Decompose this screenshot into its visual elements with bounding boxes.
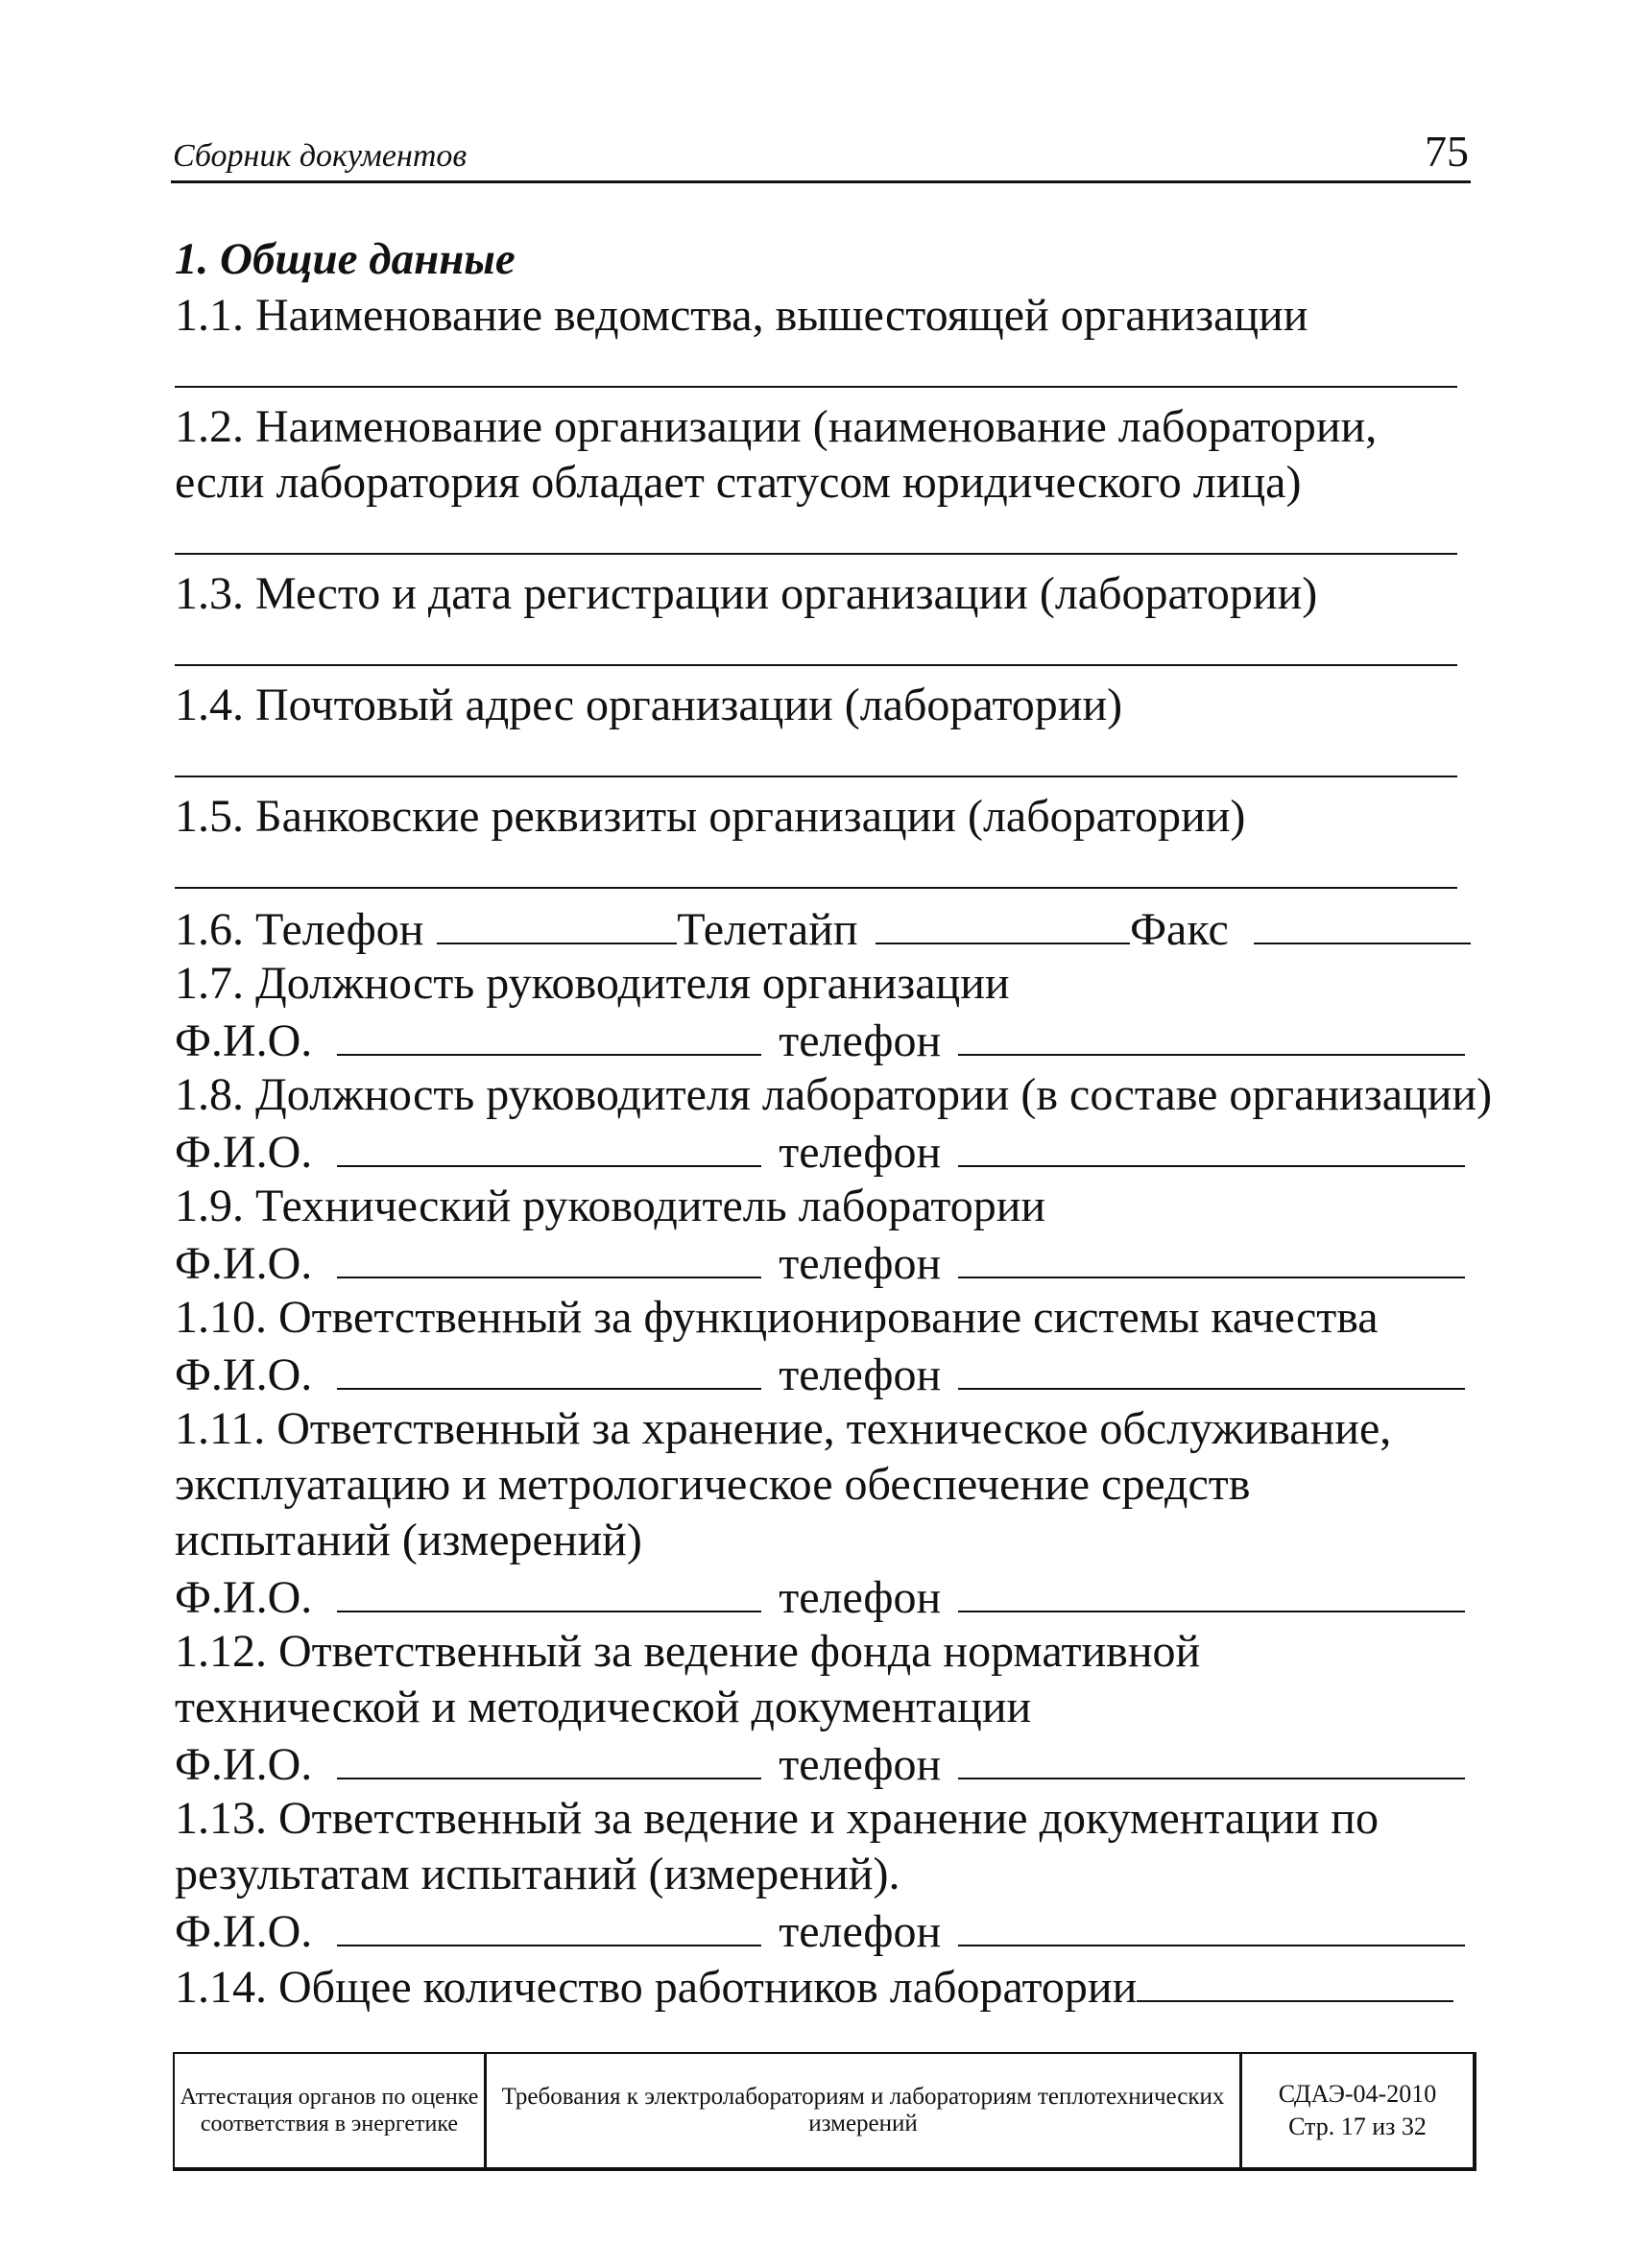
item-1-13-line1: 1.13. Ответственный за ведение и хранение документации по <box>175 1793 1379 1844</box>
phone-field[interactable] <box>437 900 677 944</box>
footer-page-count: Стр. 17 из 32 <box>1288 2113 1427 2140</box>
section-title: 1. Общие данные <box>175 234 516 284</box>
phone-label: телефон <box>779 1238 942 1289</box>
item-1-9: 1.9. Технический руководитель лаборатории <box>175 1181 1046 1231</box>
phone-field[interactable] <box>958 1123 1465 1167</box>
fio-row <box>175 1123 1471 1179</box>
fio-field[interactable] <box>337 1346 761 1390</box>
phone-label: 1.6. Телефон <box>175 904 424 955</box>
fio-label: Ф.И.О. <box>175 1572 313 1623</box>
staff-count-label: 1.14. Общее количество работников лаборатории <box>175 1962 1138 2013</box>
item-1-12-line2: технической и методической документации <box>175 1682 1032 1732</box>
item-1-2-line1: 1.2. Наименование организации (наименование лаборатории, <box>175 401 1378 452</box>
item-1-10: 1.10. Ответственный за функционирование системы качества <box>175 1292 1379 1343</box>
item-1-1: 1.1. Наименование ведомства, вышестоящей организации <box>175 290 1308 341</box>
fio-row <box>175 1346 1471 1401</box>
fio-label: Ф.И.О. <box>175 1739 313 1790</box>
fax-field[interactable] <box>1254 900 1471 944</box>
item-1-12-line1: 1.12. Ответственный за ведение фонда нормативной <box>175 1626 1201 1677</box>
phone-field[interactable] <box>958 1902 1465 1946</box>
form-content <box>175 230 1493 2014</box>
fio-row <box>175 1902 1471 1958</box>
fax-label: Факс <box>1130 904 1229 955</box>
item-1-3: 1.3. Место и дата регистрации организации (лаборатории) <box>175 568 1318 619</box>
phone-field[interactable] <box>958 1346 1465 1390</box>
blank-field-1-2[interactable] <box>175 553 1457 555</box>
item-1-4: 1.4. Почтовый адрес организации (лаборатории) <box>175 680 1123 730</box>
page-number: 75 <box>1425 127 1469 176</box>
fio-label: Ф.И.О. <box>175 1906 313 1957</box>
footer-document-title: Требования к электролабораториям и лабораториям теплотехнических измерений <box>487 2054 1242 2167</box>
fio-row <box>175 1234 1471 1290</box>
item-1-8: 1.8. Должность руководителя лаборатории (в составе организации) <box>175 1069 1493 1120</box>
fio-field[interactable] <box>337 1012 761 1056</box>
item-1-11-line3: испытаний (измерений) <box>175 1515 642 1565</box>
blank-field-1-1[interactable] <box>175 386 1457 388</box>
footer-organization: Аттестация органов по оценке соответствия в энергетике <box>175 2054 487 2167</box>
fio-row <box>175 1568 1471 1624</box>
phone-label: телефон <box>779 1349 942 1400</box>
fio-field[interactable] <box>337 1234 761 1278</box>
fio-field[interactable] <box>337 1568 761 1612</box>
fio-field[interactable] <box>337 1735 761 1779</box>
phone-label: телефон <box>779 1906 942 1957</box>
item-1-2-line2: если лаборатория обладает статусом юридического лица) <box>175 457 1302 508</box>
phone-field[interactable] <box>958 1012 1465 1056</box>
item-1-14 <box>175 1958 1471 2014</box>
item-1-11-line1: 1.11. Ответственный за хранение, техническое обслуживание, <box>175 1403 1392 1454</box>
blank-field-1-3[interactable] <box>175 664 1457 666</box>
phone-label: телефон <box>779 1127 942 1178</box>
item-1-13-line2: результатам испытаний (измерений). <box>175 1849 900 1899</box>
header-title: Сборник документов <box>173 138 468 174</box>
teletype-field[interactable] <box>876 900 1131 944</box>
item-1-7: 1.7. Должность руководителя организации <box>175 958 1010 1009</box>
item-1-6 <box>175 900 1471 956</box>
phone-field[interactable] <box>958 1234 1465 1278</box>
fio-row <box>175 1735 1471 1791</box>
fio-row <box>175 1012 1471 1067</box>
blank-field-1-5[interactable] <box>175 887 1457 889</box>
phone-label: телефон <box>779 1015 942 1066</box>
fio-label: Ф.И.О. <box>175 1238 313 1289</box>
phone-field[interactable] <box>958 1735 1465 1779</box>
staff-count-field[interactable] <box>1137 1958 1453 2002</box>
phone-label: телефон <box>779 1739 942 1790</box>
phone-label: телефон <box>779 1572 942 1623</box>
phone-field[interactable] <box>958 1568 1465 1612</box>
fio-field[interactable] <box>337 1902 761 1946</box>
footer-document-code: СДАЭ-04-2010 <box>1278 2080 1437 2108</box>
fio-label: Ф.И.О. <box>175 1015 313 1066</box>
fio-label: Ф.И.О. <box>175 1127 313 1178</box>
footer-code-cell <box>1242 2054 1473 2167</box>
blank-field-1-4[interactable] <box>175 776 1457 777</box>
fio-field[interactable] <box>337 1123 761 1167</box>
teletype-label: Телетайп <box>677 904 858 955</box>
page-header <box>171 127 1471 183</box>
fio-label: Ф.И.О. <box>175 1349 313 1400</box>
footer-table <box>173 2052 1476 2171</box>
item-1-11-line2: эксплуатацию и метрологическое обеспечение средств <box>175 1459 1251 1510</box>
item-1-5: 1.5. Банковские реквизиты организации (лаборатории) <box>175 791 1246 842</box>
